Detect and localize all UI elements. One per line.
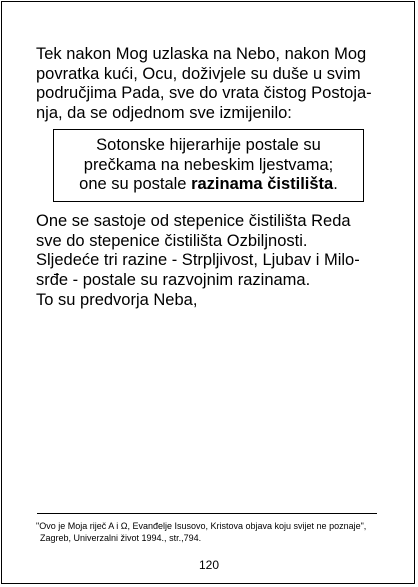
paragraph-2-line: sve do stepenice čistilišta Ozbiljnosti. [36, 231, 308, 250]
paragraph-1 [36, 45, 384, 124]
quote-line [54, 175, 363, 195]
paragraph-1-line: Tek nakon Mog uzlaska na Nebo, nakon Mog [36, 45, 367, 63]
quote-emphasis: razinama čistilišta [191, 175, 334, 194]
paragraph-2 [36, 212, 384, 311]
footnote-line: "Ovo je Moja riječ A i Ω, Evanđelje Isusovo, Kristova objava koju svijet ne poznaje", [36, 521, 367, 531]
footnote-divider [37, 513, 377, 514]
quote-line-prefix: one su postale [79, 175, 192, 194]
quote-line-suffix: . [333, 175, 338, 194]
paragraph-1-line: nja, da se odjednom sve izmijenilo: [36, 104, 292, 123]
footnote-line: Zagreb, Univerzalni život 1994., str.,794. [40, 532, 202, 543]
quote-line: prečkama na nebeskim ljestvama; [83, 155, 334, 174]
paragraph-2-line: Sljedeće tri razine - Strpljivost, Ljubav i Milo- [36, 251, 360, 270]
paragraph-1-line: povratka kući, Ocu, doživjele su duše u svim [36, 64, 361, 83]
paragraph-1-line: područjima Pada, sve do vrata čistog Postoja- [36, 84, 372, 103]
footnote [36, 521, 408, 544]
paragraph-2-line: srđe - postale su razvojnim razinama. [36, 271, 311, 290]
page-number: 120 [198, 558, 220, 572]
quote-box [53, 129, 364, 202]
paragraph-2-line: One se sastoje od stepenice čistilišta Reda [36, 212, 351, 230]
paragraph-2-line: To su predvorja Neba, [36, 290, 198, 309]
quote-line: Sotonske hijerarhije postale su [96, 136, 321, 154]
